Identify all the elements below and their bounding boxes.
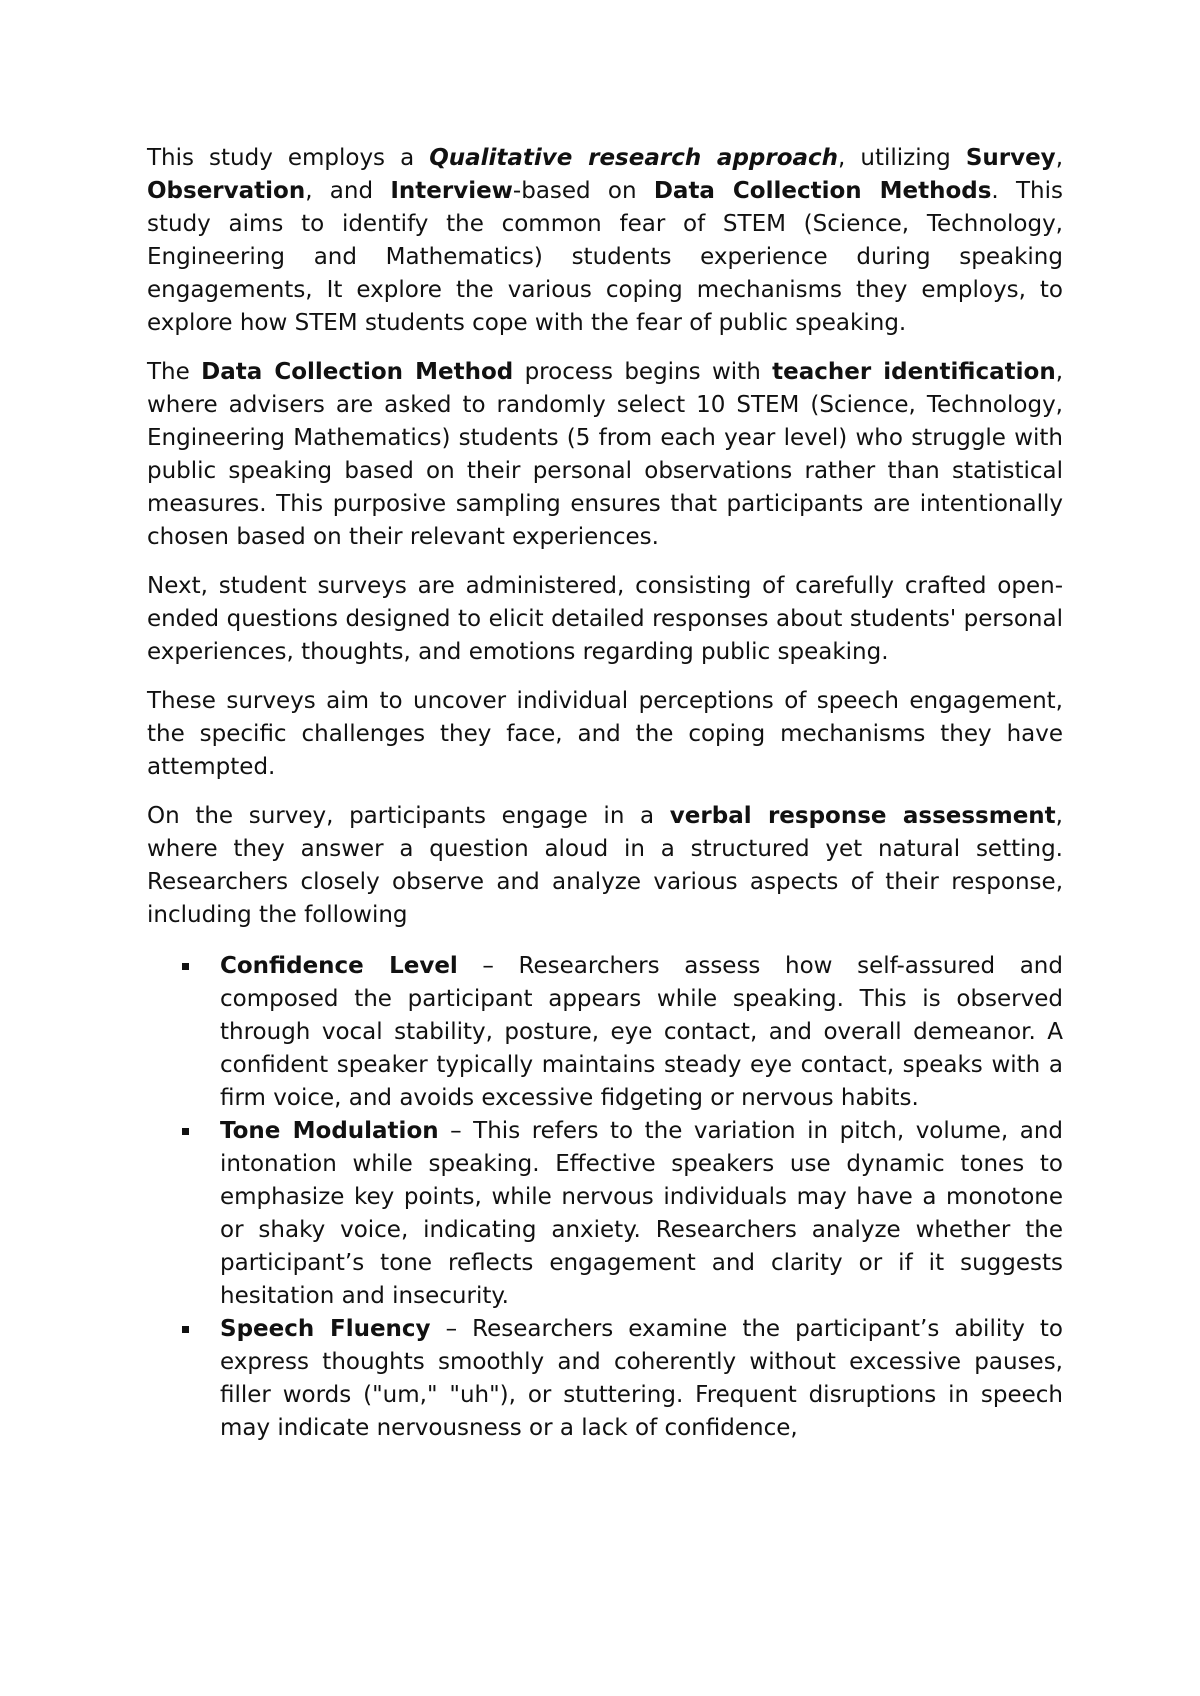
emphasis-qualitative-approach: Qualitative research approach	[429, 145, 839, 171]
assessment-criteria-list	[147, 950, 1063, 1445]
emphasis-data-collection-methods: Data Collection Methods	[653, 178, 992, 204]
paragraph-verbal-assessment: On the survey, participants engage in a verbal response assessment, where they answer a question aloud in a structured yet natural setting. Researchers closely observe and analyze various aspects of their response, including the following	[147, 803, 1063, 928]
list-item-tone-modulation	[220, 1115, 1063, 1313]
paragraph-data-collection: The Data Collection Method process begins with teacher identification, where advisers are asked to randomly select 10 STEM (Science, Technology, Engineering Mathematics) students (5 from each year level) who struggle with public speaking based on their personal observations rather than statistical measures. This purposive sampling ensures that participants are intentionally chosen based on their relevant experiences.	[147, 359, 1064, 550]
list-item-text: – Researchers assess how self-assured and composed the participant appears while speaking. This is observed through vocal stability, posture, eye contact, and overall demeanor. A confident speaker typically maintains steady eye contact, speaks with a firm voice, and avoids excessive fidgeting or nervous habits.	[220, 953, 1063, 1111]
emphasis-observation: Observation	[147, 178, 306, 204]
paragraph-survey-aims: These surveys aim to uncover individual perceptions of speech engagement, the specific challenges they face, and the coping mechanisms they have attempted.	[147, 688, 1063, 780]
square-bullet-icon	[182, 1326, 189, 1333]
list-item-term: Confidence Level	[220, 953, 458, 979]
square-bullet-icon	[182, 1128, 189, 1135]
emphasis-interview: Interview	[390, 178, 513, 204]
list-item-text: – Researchers examine the participant’s ability to express thoughts smoothly and coherently without excessive pauses, filler words ("um," "uh"), or stuttering. Frequent disruptions in speech may indicate nervousness or a lack of confidence,	[220, 1316, 1064, 1441]
list-item-confidence-level	[220, 950, 1063, 1115]
emphasis-data-collection-method: Data Collection Method	[201, 359, 514, 385]
paragraph-methodology: This study employs a Qualitative research approach, utilizing Survey, Observation, and Interview-based on Data Collection Methods. This study aims to identify the common fear of STEM (Science, Technology, Engineering and Mathematics) students experience during speaking engagements, It explore the various coping mechanisms they employs, to explore how STEM students cope with the fear of public speaking.	[147, 145, 1063, 336]
emphasis-survey: Survey	[965, 145, 1056, 171]
paragraph-student-surveys: Next, student surveys are administered, consisting of carefully crafted open-ended questions designed to elicit detailed responses about students' personal experiences, thoughts, and emotions regarding public speaking.	[147, 573, 1063, 665]
list-item-term: Tone Modulation	[220, 1118, 439, 1144]
list-item-text: – This refers to the variation in pitch, volume, and intonation while speaking. Effective speakers use dynamic tones to emphasize key points, while nervous individuals may have a monotone or shaky voice, indicating anxiety. Researchers analyze whether the participant’s tone reflects engagement and clarity or if it suggests hesitation and insecurity.	[220, 1118, 1064, 1309]
list-item-term: Speech Fluency	[220, 1316, 431, 1342]
list-item-speech-fluency	[220, 1313, 1063, 1445]
emphasis-verbal-response-assessment: verbal response assessment	[669, 803, 1056, 829]
document-body	[147, 142, 1063, 1445]
square-bullet-icon	[182, 963, 189, 970]
emphasis-teacher-identification: teacher identification	[772, 359, 1056, 385]
